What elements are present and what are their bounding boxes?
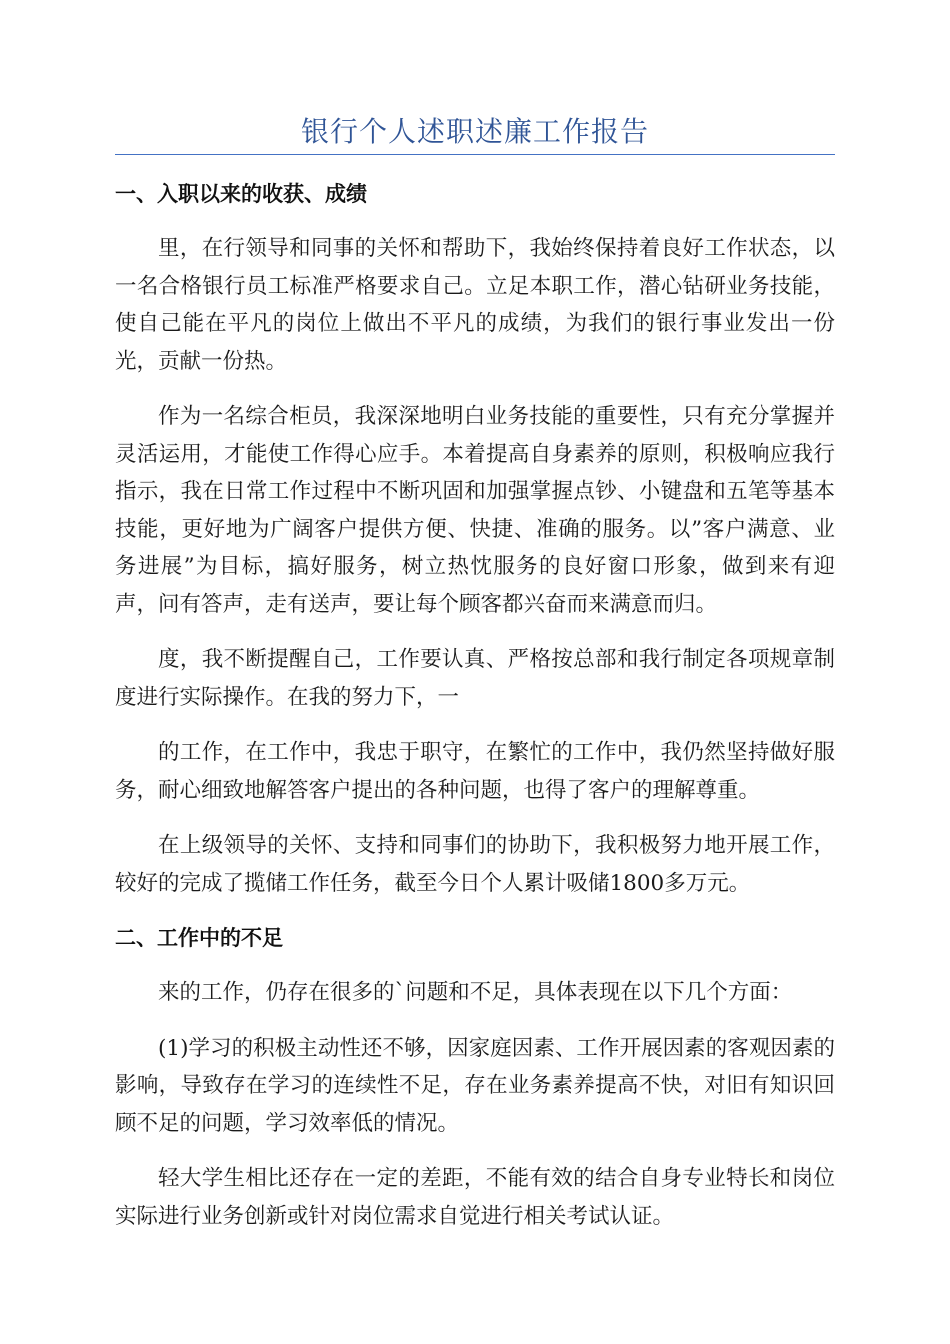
paragraph: 作为一名综合柜员，我深深地明白业务技能的重要性，只有充分掌握并灵活运用，才能使工作得心应手。本着提高自身素养的原则，积极响应我行指示，我在日常工作过程中不断巩固和加强掌握点钞、小键盘和五笔等基本技能，更好地为广阔客户提供方便、快捷、准确的服务。以”客户满意、业务进展”为目标，搞好服务，树立热忱服务的良好窗口形象，做到来有迎声，问有答声，走有送声，要让每个顾客都兴奋而来满意而归。 bbox=[115, 404, 835, 617]
paragraph: 度，我不断提醒自己，工作要认真、严格按总部和我行制定各项规章制度进行实际操作。在我的努力下，一 bbox=[115, 647, 835, 710]
paragraph: 来的工作，仍存在很多的`问题和不足，具体表现在以下几个方面： bbox=[158, 980, 793, 1005]
document-title: 银行个人述职述廉工作报告 bbox=[300, 115, 649, 148]
title-underline bbox=[115, 154, 835, 155]
document-body bbox=[115, 176, 835, 1253]
section-heading-shortcomings: 二、工作中的不足 bbox=[115, 926, 283, 950]
paragraph: 里，在行领导和同事的关怀和帮助下，我始终保持着良好工作状态，以一名合格银行员工标准严格要求自己。立足本职工作，潜心钻研业务技能，使自己能在平凡的岗位上做出不平凡的成绩，为我们的银行事业发出一份光，贡献一份热。 bbox=[115, 236, 835, 374]
section-heading-achievements: 一、入职以来的收获、成绩 bbox=[115, 182, 367, 206]
paragraph: 在上级领导的关怀、支持和同事们的协助下，我积极努力地开展工作，较好的完成了揽储工作任务，截至今日个人累计吸储1800多万元。 bbox=[115, 833, 835, 896]
paragraph: (1)学习的积极主动性还不够，因家庭因素、工作开展因素的客观因素的影响，导致存在学习的连续性不足，存在业务素养提高不快，对旧有知识回顾不足的问题，学习效率低的情况。 bbox=[115, 1035, 835, 1136]
paragraph: 轻大学生相比还存在一定的差距，不能有效的结合自身专业特长和岗位实际进行业务创新或针对岗位需求自觉进行相关考试认证。 bbox=[115, 1166, 835, 1229]
paragraph: 的工作，在工作中，我忠于职守，在繁忙的工作中，我仍然坚持做好服务，耐心细致地解答客户提出的各种问题，也得了客户的理解尊重。 bbox=[115, 740, 835, 803]
